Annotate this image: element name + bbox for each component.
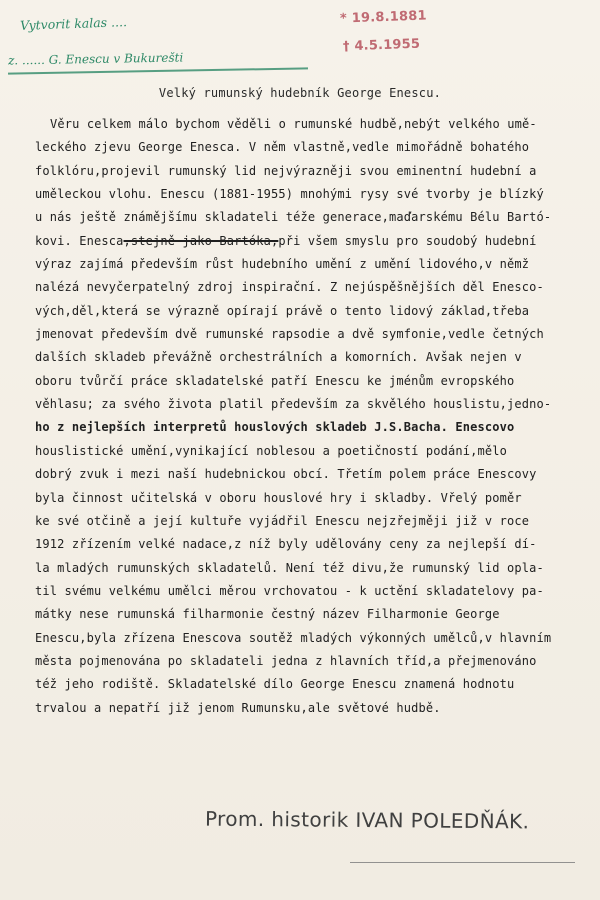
text-line: folklóru,projevil rumunský lid nejvýrazněji svou eminentní hudební a: [35, 163, 537, 178]
text-line: dobrý zvuk i mezi naší hudebnickou obcí. Třetím polem práce Enescovy: [35, 467, 537, 482]
text-line: vých,děl,která se výrazně opírají právě o tento lidový základ,třeba: [35, 303, 530, 318]
text-line: též jeho rodiště. Skladatelské dílo George Enescu znamená hodnotu: [35, 677, 515, 692]
text-line: Enescu,byla zřízena Enescova soutěž mladých výkonných umělců,v hlavním: [35, 630, 552, 645]
handwritten-underline: [8, 67, 308, 74]
text-line: 1912 zřízením velké nadace,z níž byly udělovány ceny za nejlepší dí-: [35, 537, 537, 552]
text-line: ho z nejlepších interpretů houslových skladeb J.S.Bacha. Enescovo: [35, 420, 515, 435]
text-line: nalézá nevyčerpatelný zdroj inspirační. Z nejúspěšnějších děl Enesco-: [35, 280, 544, 295]
handwritten-death-date: † 4.5.1955: [342, 36, 421, 55]
text-line: Věru celkem málo bychom věděli o rumunské hudbě,nebýt velkého umě-: [50, 117, 537, 131]
signature-line: [350, 862, 575, 863]
text-line: města pojmenována po skladateli jedna z hlavních tříd,a přejmenováno: [35, 653, 537, 668]
text-line: oboru tvůrčí práce skladatelské patří Enescu ke jménům evropského: [35, 373, 515, 388]
text-line: la mladých rumunských skladatelů. Není též divu,že rumunský lid opla-: [35, 560, 544, 575]
text-line: byla činnost učitelská v oboru houslové hry i skladby. Vřelý poměr: [35, 490, 522, 505]
document-title: Velký rumunský hudebník George Enescu.: [158, 86, 442, 100]
text-line: u nás ještě známějšímu skladateli téže generace,maďarskému Bélu Bartó-: [35, 210, 552, 225]
text-line: trvalou a nepatří již jenom Rumunsku,ale světové hudbě.: [35, 700, 441, 715]
text-line: leckého zjevu George Enesca. V něm vlastně,vedle mimořádně bohatého: [35, 140, 530, 155]
text-fragment: při všem smyslu pro soudobý hudební: [278, 233, 537, 248]
handwritten-note-line-2: z. ...... G. Enescu v Bukurešti: [7, 50, 184, 68]
handwritten-note-line-1: Vytvorit kalas ....: [19, 14, 128, 33]
text-line: jmenovat především dvě rumunské rapsodie a dvě symfonie,vedle četných: [35, 327, 544, 342]
text-line: věhlasu; za svého života platil především za skvělého houslistu,jedno-: [35, 397, 552, 412]
text-fragment: kovi. Enesca: [35, 233, 124, 248]
text-line: ke své otčině a její kultuře vyjádřil Enescu nejzřejměji již v roce: [35, 513, 530, 528]
text-line: til svému velkému umělci měrou vrchovatou - k uctění skladatelovy pa-: [35, 583, 544, 598]
typed-paragraph: [35, 113, 595, 720]
text-line-with-strikethrough: [35, 230, 595, 253]
handwritten-birth-date: * 19.8.1881: [339, 8, 427, 27]
text-line: dalších skladeb převážně orchestrálních a komorních. Avšak nejen v: [35, 350, 522, 365]
text-line: houslistické umění,vynikající noblesou a poetičností podání,mělo: [35, 443, 507, 458]
text-line: uměleckou vlohu. Enescu (1881-1955) mnohými rysy své tvorby je blízký: [35, 187, 544, 202]
struck-text: ,stejně jako Bartóka,: [123, 233, 279, 248]
text-line: mátky nese rumunská filharmonie čestný název Filharmonie George: [35, 607, 500, 622]
text-line: výraz zajímá především růst hudebního umění z umění lidového,v němž: [35, 257, 530, 272]
signature: Prom. historik IVAN POLEDŇÁK.: [204, 806, 530, 834]
